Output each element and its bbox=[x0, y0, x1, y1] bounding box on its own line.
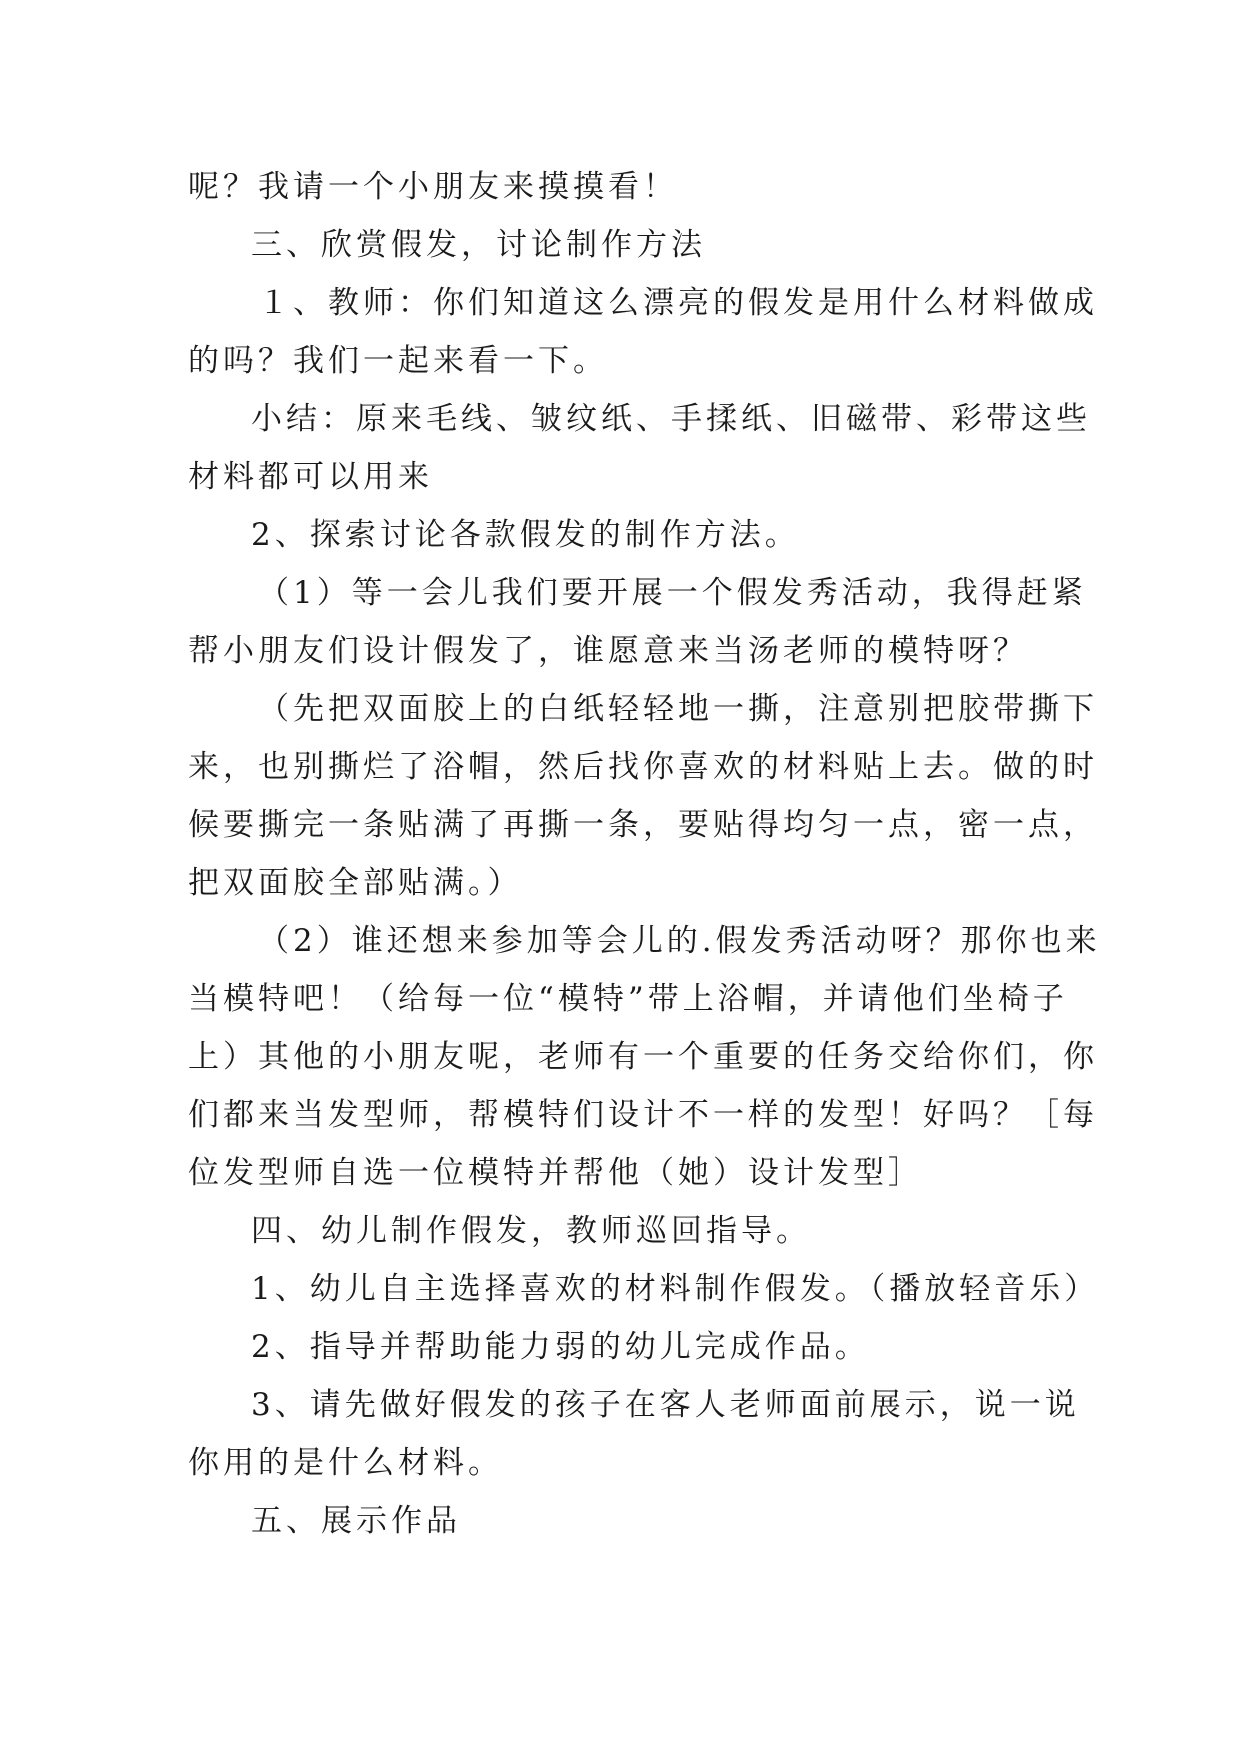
text-line: 3、请先做好假发的孩子在客人老师面前展示，说一说 bbox=[251, 1387, 1080, 1423]
section-heading-3: 三、欣赏假发，讨论制作方法 bbox=[251, 227, 706, 263]
text-line: 上）其他的小朋友呢，老师有一个重要的任务交给你们，你 bbox=[188, 1039, 1098, 1075]
text-line: 你用的是什么材料。 bbox=[188, 1445, 503, 1481]
text-line: 的吗？我们一起来看一下。 bbox=[188, 343, 608, 379]
text-line: 2、探索讨论各款假发的制作方法。 bbox=[251, 517, 800, 553]
body-text bbox=[188, 158, 1101, 1550]
text-line: 小结：原来毛线、皱纹纸、手揉纸、旧磁带、彩带这些 bbox=[251, 401, 1091, 437]
text-line: （2）谁还想来参加等会儿的.假发秀活动呀？那你也来 bbox=[258, 923, 1101, 959]
text-line: （先把双面胶上的白纸轻轻地一撕，注意别把胶带撕下 bbox=[258, 691, 1098, 727]
section-heading-4: 四、幼儿制作假发，教师巡回指导。 bbox=[251, 1213, 811, 1249]
text-line: 1、幼儿自主选择喜欢的材料制作假发。（播放轻音乐） bbox=[251, 1271, 1100, 1307]
text-line: 当模特吧！（给每一位“模特”带上浴帽，并请他们坐椅子 bbox=[188, 981, 1068, 1017]
text-line: 2、指导并帮助能力弱的幼儿完成作品。 bbox=[251, 1329, 870, 1365]
text-line: 材料都可以用来 bbox=[188, 459, 433, 495]
text-line: 呢？我请一个小朋友来摸摸看！ bbox=[188, 169, 678, 205]
section-heading-5: 五、展示作品 bbox=[251, 1503, 461, 1539]
text-line: 帮小朋友们设计假发了，谁愿意来当汤老师的模特呀？ bbox=[188, 633, 1028, 669]
text-line: 们都来当发型师，帮模特们设计不一样的发型！好吗？［每 bbox=[188, 1097, 1098, 1133]
text-line: １、教师：你们知道这么漂亮的假发是用什么材料做成 bbox=[258, 285, 1098, 321]
text-line: 候要撕完一条贴满了再撕一条，要贴得均匀一点，密一点， bbox=[188, 807, 1098, 843]
text-line: （1）等一会儿我们要开展一个假发秀活动，我得赶紧 bbox=[258, 575, 1087, 611]
text-line: 位发型师自选一位模特并帮他（她）设计发型］ bbox=[188, 1155, 923, 1191]
text-line: 把双面胶全部贴满。） bbox=[188, 865, 523, 901]
text-line: 来，也别撕烂了浴帽，然后找你喜欢的材料贴上去。做的时 bbox=[188, 749, 1098, 785]
